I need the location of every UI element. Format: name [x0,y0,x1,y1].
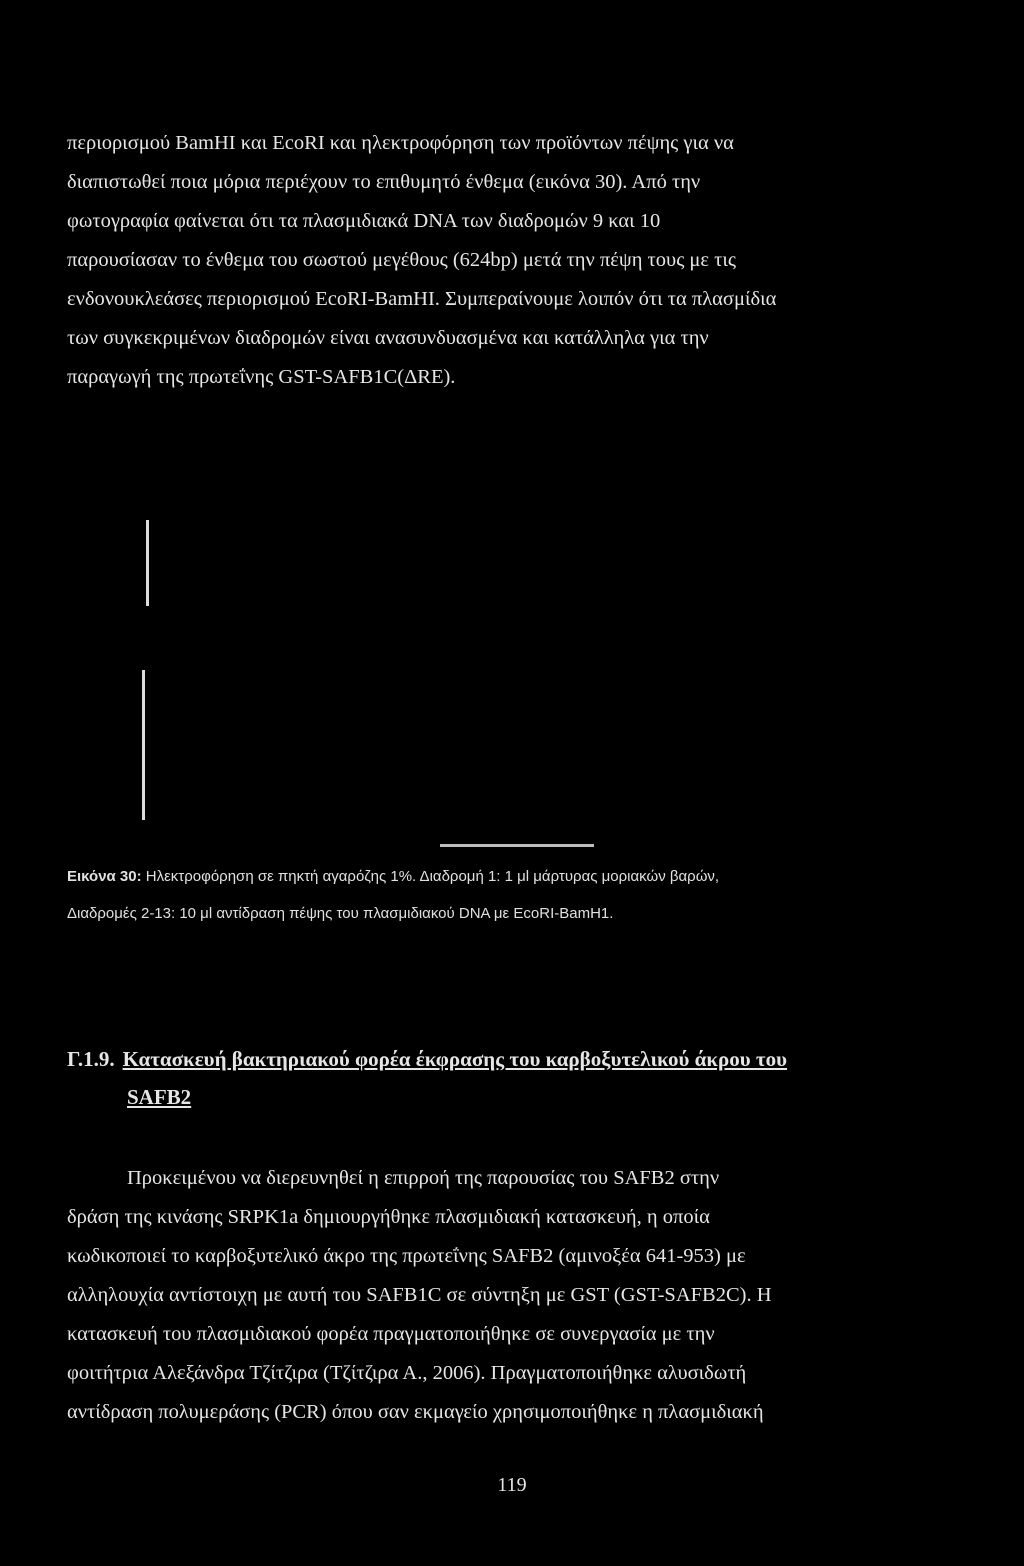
caption-line-2: Διαδρομές 2-13: 10 μl αντίδραση πέψης του πλασμιδιακού DNA με EcoRI-BamH1. [67,905,614,922]
caption-line-1 [67,858,847,895]
paragraph-line: παρουσίασαν το ένθεμα του σωστού μεγέθους (624bp) μετά την πέψη τους με τις [67,249,737,271]
paragraph-line: κωδικοποιεί το καρβοξυτελικό άκρο της πρωτεΐνης SAFB2 (αμινοξέα 641-953) με [67,1245,746,1267]
paragraph-line: κατασκευή του πλασμιδιακού φορέα πραγματοποιήθηκε σε συνεργασία με την [67,1323,715,1345]
paragraph-line: περιορισμού BamHI και EcoRI και ηλεκτροφόρηση των προϊόντων πέψης για να [67,132,734,154]
section-number: Γ.1.9. [67,1047,115,1071]
paragraph-line: αντίδραση πολυμεράσης (PCR) όπου σαν εκμαγείο χρησιμοποιήθηκε η πλασμιδιακή [67,1401,764,1423]
paragraph-line: παραγωγή της πρωτεΐνης GST-SAFB1C(ΔRE). [67,366,456,388]
gel-lane-mark [142,670,145,820]
paragraph-line: αλληλουχία αντίστοιχη με αυτή του SAFB1C σε σύντηξη με GST (GST-SAFB2C). Η [67,1284,772,1306]
paragraph-line: δράση της κινάσης SRPK1a δημιουργήθηκε πλασμιδιακή κατασκευή, η οποία [67,1206,710,1228]
paragraph-line: ενδονουκλεάσες περιορισμού EcoRI-BamHI. Συμπεραίνουμε λοιπόν ότι τα πλασμίδια [67,288,777,310]
section-title: Κατασκευή βακτηριακού φορέα έκφρασης του καρβοξυτελικού άκρου του [122,1047,788,1071]
paragraph-line: Προκειμένου να διερευνηθεί η επιρροή της παρουσίας του SAFB2 στην [127,1167,720,1189]
intro-paragraph [67,124,837,397]
paragraph-line: διαπιστωθεί ποια μόρια περιέχουν το επιθυμητό ένθεμα (εικόνα 30). Από την [67,171,701,193]
gel-lane-mark [146,520,149,606]
figure-caption [67,858,847,932]
page-number: 119 [497,1474,527,1496]
section-heading [67,1047,787,1072]
caption-text: Ηλεκτροφόρηση σε πηκτή αγαρόζης 1%. Διαδρομή 1: 1 μl μάρτυρας μοριακών βαρών, [141,868,720,885]
gel-electrophoresis-image [0,500,1024,860]
section-title-continued: SAFB2 [127,1085,192,1109]
body-paragraph [67,1159,837,1432]
paragraph-line: φοιτήτρια Αλεξάνδρα Τζίτζιρα (Τζίτζιρα Α., 2006). Πραγματοποιήθηκε αλυσιδωτή [67,1362,747,1384]
paragraph-line: των συγκεκριμένων διαδρομών είναι ανασυνδυασμένα και κατάλληλα για την [67,327,709,349]
paragraph-line: φωτογραφία φαίνεται ότι τα πλασμιδιακά DNA των διαδρομών 9 και 10 [67,210,661,232]
gel-band-mark [440,844,594,847]
caption-label: Εικόνα 30: [67,868,142,885]
